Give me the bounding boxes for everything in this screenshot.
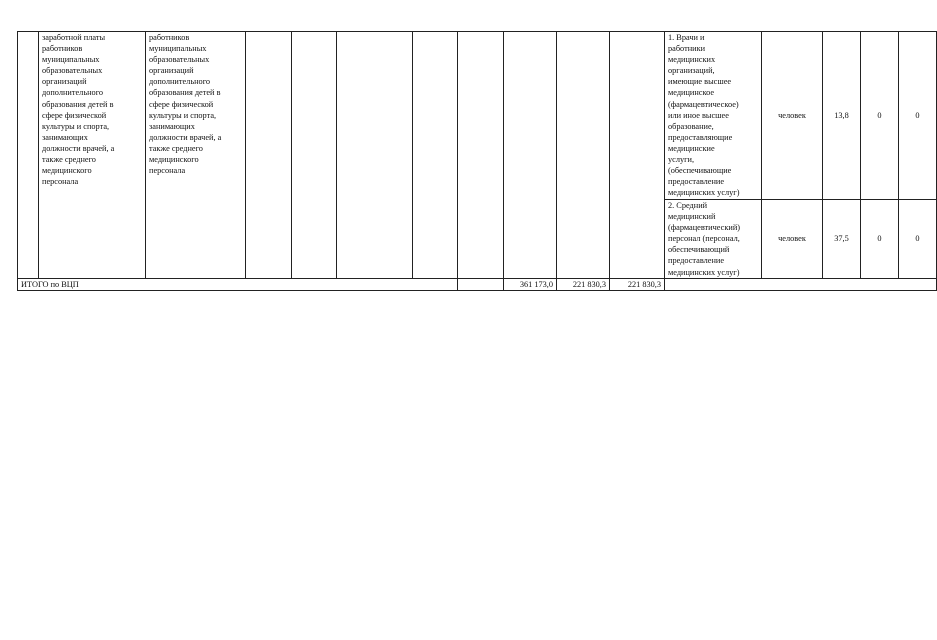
cell-empty	[458, 32, 504, 279]
cell-goal-description: заработной платы работников муниципальных образовательных организаций дополнительного образования детей в сфере физической культуры и спорта, занимающих должности врачей, а также среднего медицинского персонала	[39, 32, 146, 279]
cell-empty	[337, 32, 413, 279]
indicator-value: 0	[899, 200, 937, 279]
cell-empty	[557, 32, 610, 279]
indicator-name: 2. Средний медицинский (фармацевтический) персонал (персонал, обеспечивающий предоставление медицинских услуг)	[665, 200, 762, 279]
indicator-unit: человек	[762, 200, 823, 279]
table-row	[18, 32, 937, 200]
cell-empty	[292, 32, 337, 279]
total-sum: 361 173,0	[504, 278, 557, 290]
indicator-unit: человек	[762, 32, 823, 200]
cell-empty	[610, 32, 665, 279]
total-sum: 221 830,3	[557, 278, 610, 290]
program-table	[17, 31, 937, 291]
total-label: ИТОГО по ВЦП	[18, 278, 458, 290]
cell-empty	[18, 32, 39, 279]
cell-empty	[458, 278, 504, 290]
indicator-value: 0	[899, 32, 937, 200]
total-row	[18, 278, 937, 290]
cell-target-group: работников муниципальных образовательных организаций дополнительного образования детей в сфере физической культуры и спорта, занимающих должности врачей, а также среднего медицинского персонала	[146, 32, 246, 279]
indicator-value: 0	[861, 32, 899, 200]
cell-empty	[413, 32, 458, 279]
cell-empty	[246, 32, 292, 279]
indicator-name: 1. Врачи и работники медицинских организаций, имеющие высшее медицинское (фармацевтическое) или иное высшее образование, предоставляющие медицинские услуги, (обеспечивающие предоставление медицинских услуг)	[665, 32, 762, 200]
total-sum: 221 830,3	[610, 278, 665, 290]
cell-empty	[504, 32, 557, 279]
indicator-value: 37,5	[823, 200, 861, 279]
indicator-value: 0	[861, 200, 899, 279]
cell-empty	[665, 278, 937, 290]
indicator-value: 13,8	[823, 32, 861, 200]
